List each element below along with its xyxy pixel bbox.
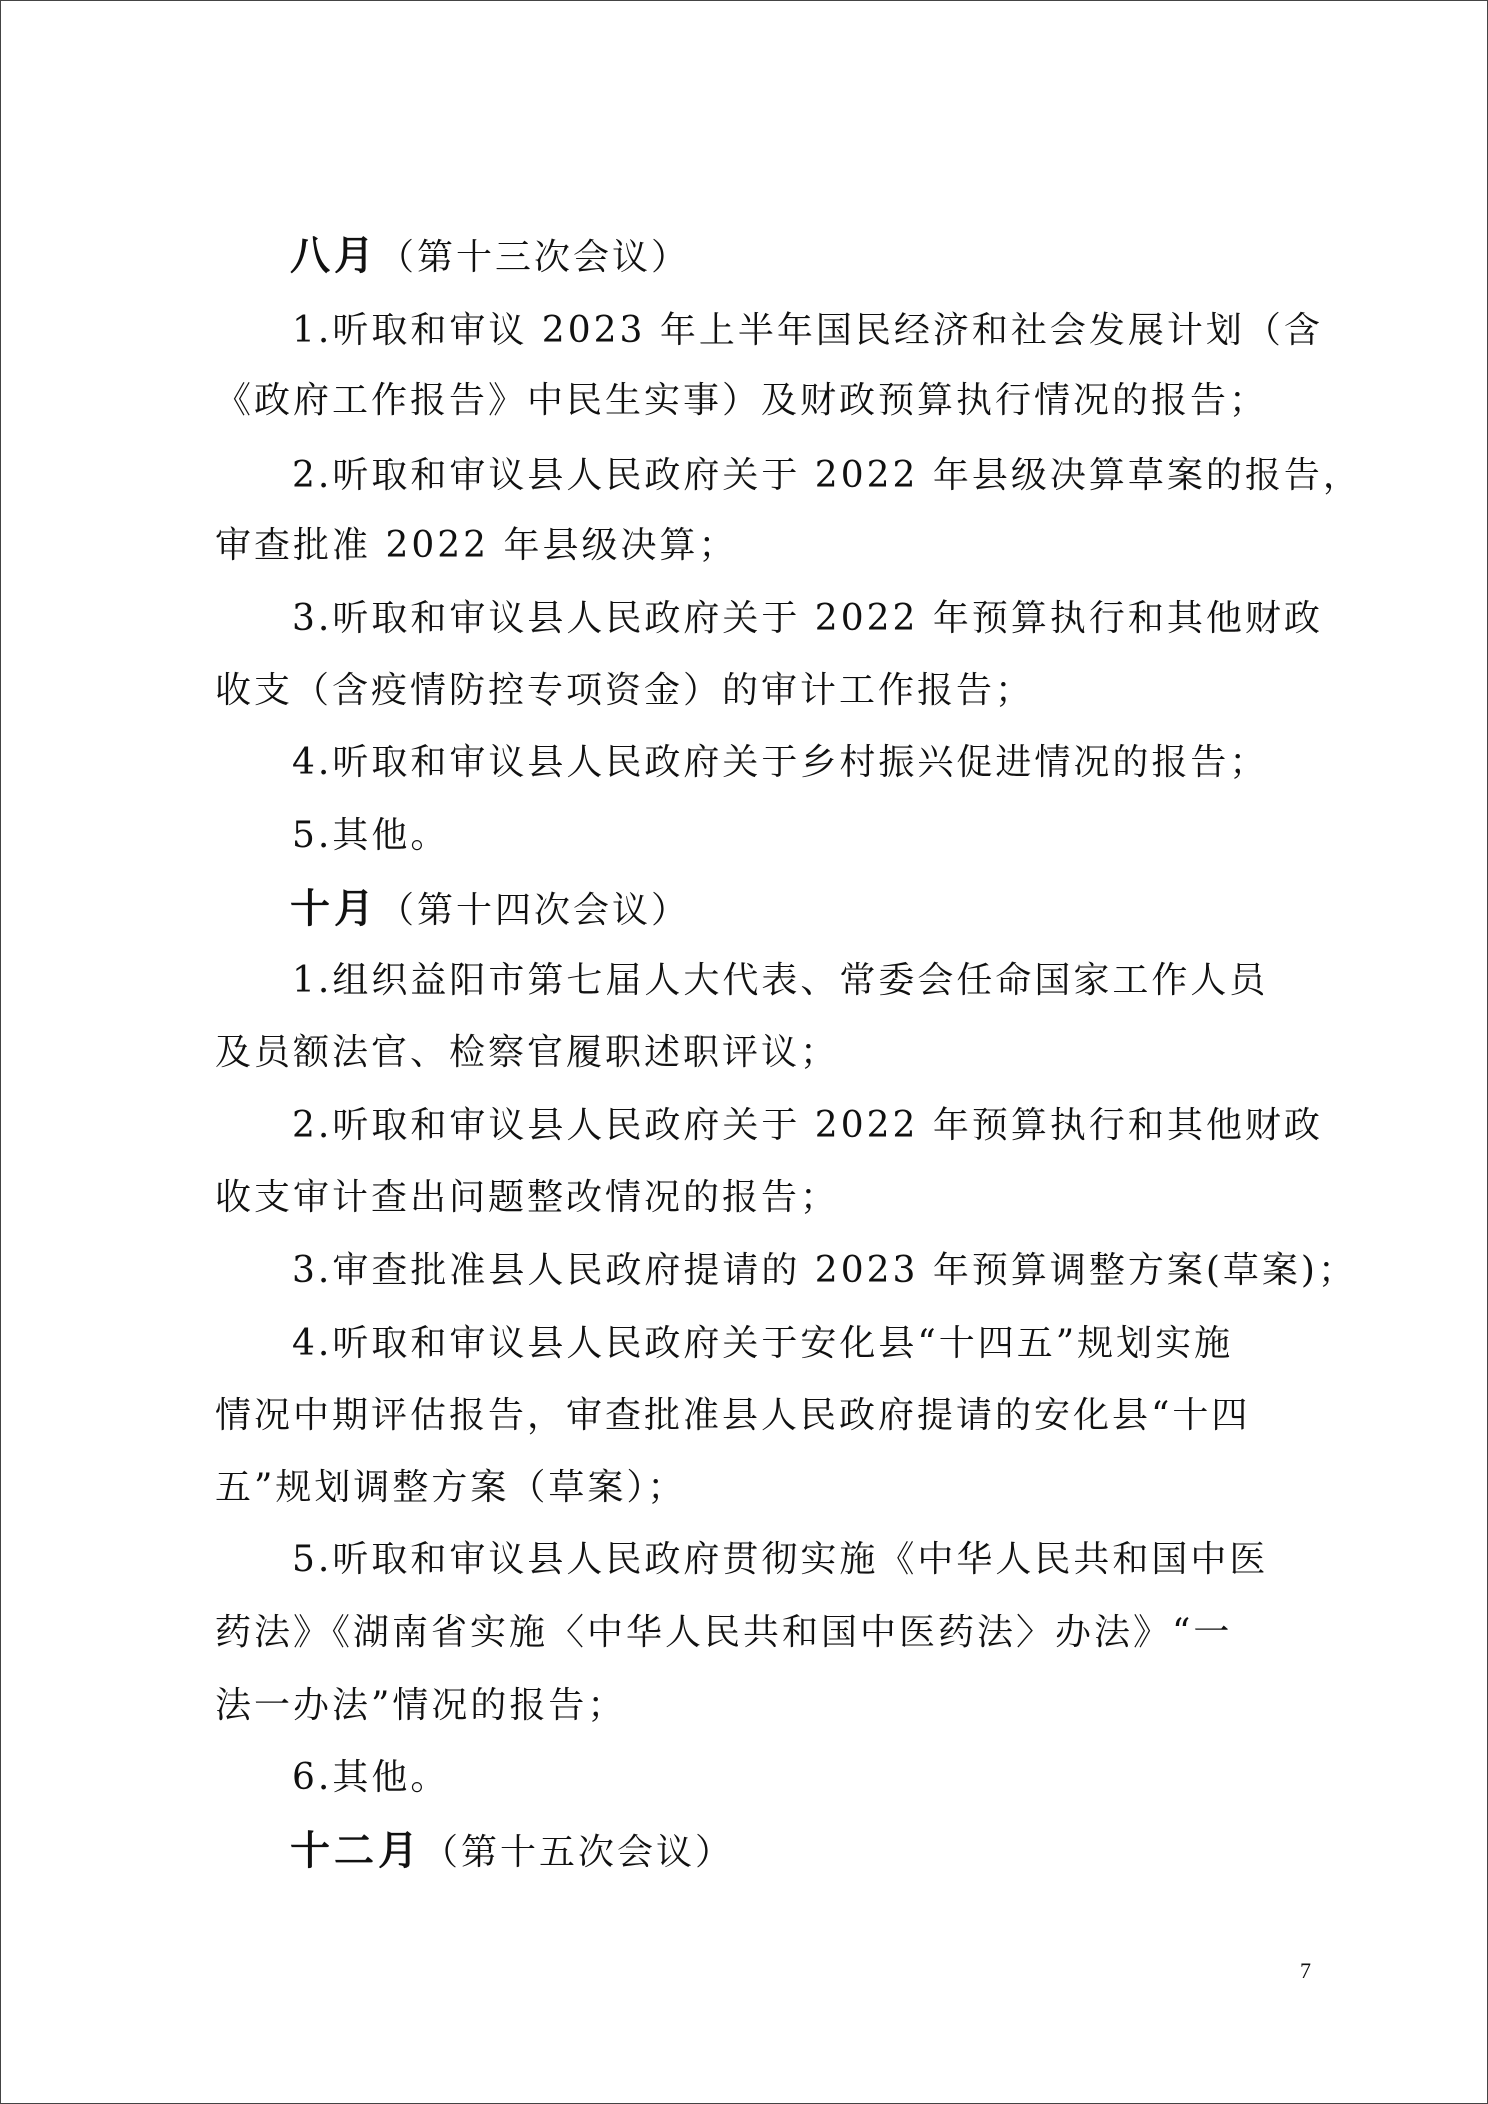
paragraph-line: 收支（含疫情防控专项资金）的审计工作报告； bbox=[215, 670, 1035, 711]
paragraph-line: 4.听取和审议县人民政府关于乡村振兴促进情况的报告； bbox=[292, 742, 1269, 783]
section-meeting: （第十四次会议） bbox=[378, 890, 691, 931]
section-heading-august bbox=[290, 220, 690, 294]
paragraph-line: 及员额法官、检察官履职述职评议； bbox=[215, 1032, 840, 1073]
section-month: 十月 bbox=[290, 885, 378, 932]
section-month: 八月 bbox=[290, 232, 378, 279]
paragraph-line: 2.听取和审议县人民政府关于 2022 年县级决算草案的报告， bbox=[292, 455, 1362, 496]
paragraph-line: 药法》《湖南省实施〈中华人民共和国中医药法〉办法》“一 bbox=[215, 1612, 1233, 1653]
paragraph-line: 5.听取和审议县人民政府贯彻实施《中华人民共和国中医 bbox=[292, 1539, 1269, 1580]
paragraph-line: 1.组织益阳市第七届人大代表、常委会任命国家工作人员 bbox=[292, 960, 1269, 1001]
paragraph-line: 1.听取和审议 2023 年上半年国民经济和社会发展计划（含 bbox=[292, 310, 1323, 351]
paragraph-line: 6.其他。 bbox=[292, 1757, 450, 1798]
paragraph-line: 审查批准 2022 年县级决算； bbox=[215, 525, 738, 566]
section-meeting: （第十三次会议） bbox=[378, 237, 691, 278]
section-meeting: （第十五次会议） bbox=[422, 1832, 735, 1873]
section-heading-december bbox=[290, 1815, 734, 1889]
section-heading-october bbox=[290, 873, 690, 947]
section-month: 十二月 bbox=[290, 1827, 422, 1874]
paragraph-line: 3.听取和审议县人民政府关于 2022 年预算执行和其他财政 bbox=[292, 598, 1323, 639]
paragraph-line: 五”规划调整方案（草案）； bbox=[215, 1467, 687, 1508]
paragraph-line: 4.听取和审议县人民政府关于安化县“十四五”规划实施 bbox=[292, 1323, 1234, 1364]
paragraph-line: 《政府工作报告》中民生实事）及财政预算执行情况的报告； bbox=[215, 380, 1269, 421]
page-number: 7 bbox=[1300, 1958, 1311, 1983]
paragraph-line: 5.其他。 bbox=[292, 815, 450, 856]
paragraph-line: 法一办法”情况的报告； bbox=[215, 1685, 627, 1726]
paragraph-line: 3.审查批准县人民政府提请的 2023 年预算调整方案(草案)； bbox=[292, 1250, 1357, 1291]
paragraph-line: 收支审计查出问题整改情况的报告； bbox=[215, 1177, 840, 1218]
paragraph-line: 情况中期评估报告，审查批准县人民政府提请的安化县“十四 bbox=[215, 1395, 1251, 1436]
paragraph-line: 2.听取和审议县人民政府关于 2022 年预算执行和其他财政 bbox=[292, 1105, 1323, 1146]
